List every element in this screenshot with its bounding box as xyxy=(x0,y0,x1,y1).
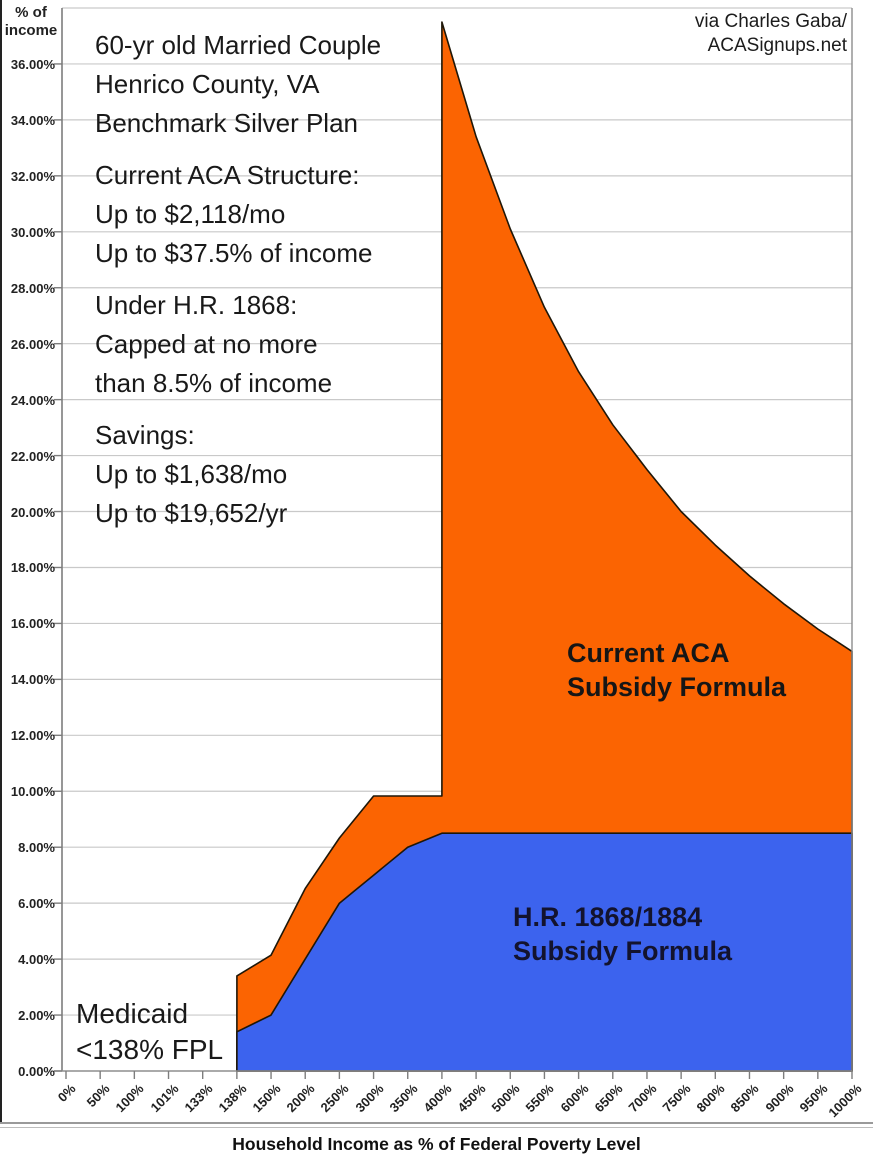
info-line: Up to $2,118/mo xyxy=(95,199,286,229)
chart-left-border xyxy=(0,0,2,1124)
attribution xyxy=(695,10,847,58)
info-line: Up to $1,638/mo xyxy=(95,459,288,489)
x-tick-label: 750% xyxy=(659,1081,694,1116)
x-tick-label: 300% xyxy=(352,1081,387,1116)
y-tick-label: 12.00% xyxy=(10,728,55,744)
x-tick-label: 250% xyxy=(317,1081,352,1116)
info-line: Henrico County, VA xyxy=(95,69,320,99)
y-tick-label: 10.00% xyxy=(10,784,55,800)
attribution-line2: ACASignups.net xyxy=(707,35,847,56)
y-tick-label: 4.00% xyxy=(18,952,55,968)
y-tick-label: 8.00% xyxy=(18,840,55,856)
info-line: Up to $19,652/yr xyxy=(95,498,288,528)
y-tick-label: 30.00% xyxy=(10,224,55,240)
y-tick-label: 0.00% xyxy=(18,1064,55,1079)
separator-line xyxy=(0,1127,873,1128)
info-paragraph xyxy=(95,26,381,143)
hr1868-label-line2: Subsidy Formula xyxy=(513,936,733,966)
x-tick-label: 1000% xyxy=(825,1081,865,1121)
current-aca-label-line2: Subsidy Formula xyxy=(567,672,787,702)
medicaid-line1: Medicaid xyxy=(76,998,189,1029)
x-tick-label: 400% xyxy=(420,1081,455,1116)
y-tick-label: 36.00% xyxy=(10,56,55,72)
y-tick-label: 28.00% xyxy=(10,280,55,296)
x-tick-label: 600% xyxy=(557,1081,592,1116)
info-line: Up to $37.5% of income xyxy=(95,238,373,268)
y-tick-label: 32.00% xyxy=(10,168,55,184)
current-aca-label-line1: Current ACA xyxy=(567,638,730,668)
x-tick-label: 500% xyxy=(488,1081,523,1116)
medicaid-line2: <138% FPL xyxy=(76,1034,224,1065)
attribution-line1: via Charles Gaba/ xyxy=(694,11,847,32)
info-line: Current ACA Structure: xyxy=(95,160,360,190)
separator-line xyxy=(0,1122,873,1124)
x-tick-label: 150% xyxy=(249,1081,284,1116)
x-tick-label: 100% xyxy=(112,1081,147,1116)
x-tick-label: 133% xyxy=(181,1081,216,1116)
info-paragraph xyxy=(95,156,381,273)
x-tick-label: 101% xyxy=(147,1081,182,1116)
x-tick-label: 0% xyxy=(54,1081,79,1105)
x-tick-label: 50% xyxy=(83,1081,113,1111)
x-axis-title: Household Income as % of Federal Poverty Level xyxy=(232,1134,641,1154)
x-tick-label: 800% xyxy=(693,1081,728,1116)
x-tick-label: 200% xyxy=(283,1081,318,1116)
x-tick-label: 850% xyxy=(727,1081,763,1116)
y-tick-label: 22.00% xyxy=(10,448,55,464)
x-tick-label: 550% xyxy=(522,1081,558,1116)
medicaid-annotation xyxy=(76,996,223,1068)
info-line: 60-yr old Married Couple xyxy=(95,30,382,60)
y-tick-label: 2.00% xyxy=(18,1008,55,1024)
hr1868-area-label xyxy=(513,900,732,968)
y-tick-label: 20.00% xyxy=(10,504,55,520)
x-tick-label: 900% xyxy=(762,1081,797,1116)
info-line: Capped at no more xyxy=(95,329,318,359)
x-tick-label: 450% xyxy=(454,1081,489,1116)
info-paragraph xyxy=(95,416,381,533)
x-tick-label: 700% xyxy=(625,1081,660,1116)
y-tick-label: 16.00% xyxy=(10,616,55,632)
y-axis-title xyxy=(2,4,60,40)
info-line: than 8.5% of income xyxy=(95,368,333,398)
info-line: Benchmark Silver Plan xyxy=(95,108,358,138)
x-tick-label: 350% xyxy=(386,1081,421,1116)
info-paragraph xyxy=(95,286,381,403)
y-tick-label: 6.00% xyxy=(18,896,55,912)
y-tick-label: 24.00% xyxy=(10,392,55,408)
info-line: Under H.R. 1868: xyxy=(95,290,298,320)
y-axis-title-line1: % of xyxy=(15,4,47,21)
y-axis-title-line2: income xyxy=(4,22,58,39)
current-aca-area-label xyxy=(567,636,786,704)
x-tick-label: 138% xyxy=(215,1081,250,1116)
x-tick-label: 650% xyxy=(591,1081,626,1116)
info-line: Savings: xyxy=(95,420,195,450)
y-tick-label: 34.00% xyxy=(10,112,55,128)
y-tick-label: 26.00% xyxy=(10,336,55,352)
hr1868-label-line1: H.R. 1868/1884 xyxy=(513,902,703,932)
info-annotation-block xyxy=(95,26,381,546)
x-tick-label: 950% xyxy=(796,1081,831,1116)
y-tick-label: 14.00% xyxy=(10,672,55,688)
y-tick-label: 18.00% xyxy=(10,560,55,576)
